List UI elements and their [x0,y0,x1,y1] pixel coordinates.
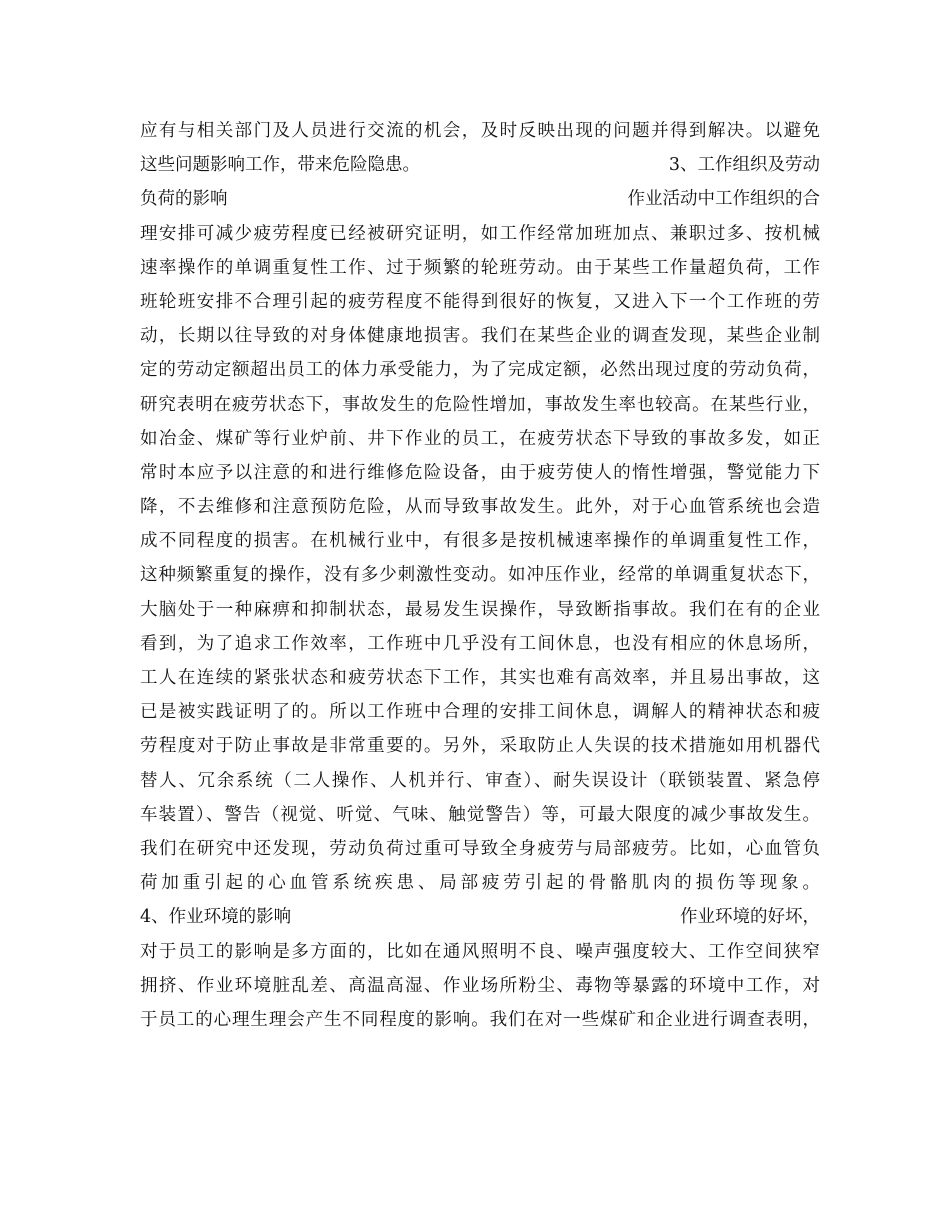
text-line-left: 这些问题影响工作，带来危险隐患。 [140,155,420,176]
text-line: 看到，为了追求工作效率，工作班中几乎没有工间休息，也没有相应的休息场所， [140,633,820,654]
text-line: 大脑处于一种麻痹和抑制状态，最易发生误操作，导致断指事故。我们在有的企业 [140,599,820,620]
text-line: 对于员工的影响是多方面的，比如在通风照明不良、噪声强度较大、工作空间狭窄 [140,941,820,962]
text-line: 研究表明在疲劳状态下，事故发生的危险性增加，事故发生率也较高。在某些行业， [140,394,820,415]
text-line: 于员工的心理生理会产生不同程度的影响。我们在对一些煤矿和企业进行调查表明， [140,1009,820,1030]
text-line: 工人在连续的紧张状态和疲劳状态下工作，其实也难有高效率，并且易出事故，这 [140,668,820,688]
text-line-right: 3、工作组织及劳动 [668,155,820,176]
text-line: 班轮班安排不合理引起的疲劳程度不能得到很好的恢复，又进入下一个工作班的劳 [140,291,820,312]
body-text [140,114,820,1037]
text-line: 定的劳动定额超出员工的体力承受能力，为了完成定额，必然出现过度的劳动负荷， [140,360,820,381]
text-line: 拥挤、作业环境脏乱差、高温高湿、作业场所粉尘、毒物等暴露的环境中工作，对 [140,975,820,996]
text-line [140,900,820,934]
text-line: 我们在研究中还发现，劳动负荷过重可导致全身疲劳与局部疲劳。比如，心血管负 [140,838,820,859]
text-line: 成不同程度的损害。在机械行业中，有很多是按机械速率操作的单调重复性工作， [140,531,820,552]
text-line: 车装置）、警告（视觉、听觉、气味、触觉警告）等，可最大限度的减少事故发生。 [140,804,820,825]
text-line: 这种频繁重复的操作，没有多少刺激性变动。如冲压作业，经常的单调重复状态下， [140,565,820,586]
text-line: 速率操作的单调重复性工作、过于频繁的轮班劳动。由于某些工作量超负荷，工作 [140,257,820,278]
text-line: 理安排可减少疲劳程度已经被研究证明，如工作经常加班加点、兼职过多、按机械 [140,223,820,244]
text-line [140,148,820,182]
text-line: 荷加重引起的心血管系统疾患、局部疲劳引起的骨骼肌肉的损伤等现象。 [140,873,820,894]
text-line: 应有与相关部门及人员进行交流的机会，及时反映出现的问题并得到解决。以避免 [140,121,820,141]
text-line [140,182,820,216]
text-line-right: 作业环境的好坏， [680,907,820,928]
text-line: 动，长期以往导致的对身体健康地损害。我们在某些企业的调查发现，某些企业制 [140,326,820,347]
text-line: 替人、冗余系统（二人操作、人机并行、审查）、耐失误设计（联锁装置、紧急停 [140,770,820,791]
text-line: 常时本应予以注意的和进行维修危险设备，由于疲劳使人的惰性增强，警觉能力下 [140,462,820,483]
text-line: 劳程度对于防止事故是非常重要的。另外，采取防止人失误的技术措施如用机器代 [140,736,820,757]
text-line-right: 作业活动中工作组织的合 [627,189,820,210]
text-line: 如冶金、煤矿等行业炉前、井下作业的员工，在疲劳状态下导致的事故多发，如正 [140,428,820,449]
text-line: 降，不去维修和注意预防危险，从而导致事故发生。此外，对于心血管系统也会造 [140,497,820,518]
text-line-left: 负荷的影响 [140,189,228,210]
text-line-left: 4、作业环境的影响 [140,907,292,928]
text-line: 已是被实践证明了的。所以工作班中合理的安排工间休息，调解人的精神状态和疲 [140,702,820,723]
